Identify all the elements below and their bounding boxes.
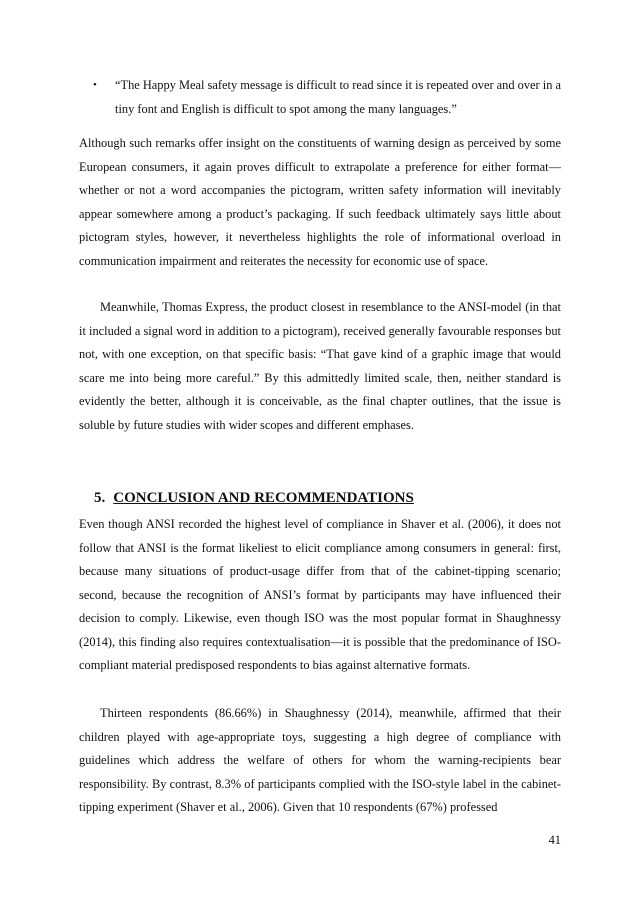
quote-text: “The Happy Meal safety message is difficult to read since it is repeated over and over in a tiny font and English is difficult to spot among the many languages.” bbox=[115, 78, 562, 116]
paragraph-ansi-compliance: Even though ANSI recorded the highest level of compliance in Shaver et al. (2006), it does not follow that ANSI is the format likeliest to elicit compliance among consumers in general: first, because many situations of product-usage differ from that of the cabinet-tipping scenario; second, because the recognition of ANSI’s format by participants may have influenced their decision to comply. Likewise, even though ISO was the most popular format in Shaughnessy (2014), this finding also requires contextualisation—it is possible that the predominance of ISO-compliant material predisposed respondents to bias against alternative formats. bbox=[79, 517, 561, 672]
page-number: 41 bbox=[548, 833, 561, 847]
section-number: 5. bbox=[94, 490, 106, 506]
paragraph-thomas-express: Meanwhile, Thomas Express, the product closest in resemblance to the ANSI-model (in that it included a signal word in addition to a pictogram), received generally favourable responses but not, with one exception, on that specific basis: “That gave kind of a graphic image that would scare me into being more careful.” By this admittedly limited scale, then, neither standard is evidently the better, although it is conceivable, as the final chapter outlines, that the issue is soluble by future studies with wider scopes and different emphases. bbox=[79, 300, 561, 432]
paragraph-remarks: Although such remarks offer insight on the constituents of warning design as perceived by some European consumers, it again proves difficult to extrapolate a preference for either format—whether or not a word accompanies the pictogram, written safety information will inevitably appear somewhere among a product’s packaging. If such feedback ultimately says little about pictogram styles, however, it nevertheless highlights the role of informational overload in communication impairment and reiterates the necessity for economic use of space. bbox=[79, 136, 561, 268]
section-title: CONCLUSION AND RECOMMENDATIONS bbox=[113, 490, 414, 506]
section-heading bbox=[94, 488, 414, 508]
bullet-icon: • bbox=[93, 79, 97, 91]
paragraph-thirteen-respondents: Thirteen respondents (86.66%) in Shaughnessy (2014), meanwhile, affirmed that their children played with age-appropriate toys, suggesting a high degree of compliance with guidelines which address the welfare of others for whom the warning-recipients bear responsibility. By contrast, 8.3% of participants complied with the ISO-style label in the cabinet-tipping experiment (Shaver et al., 2006). Given that 10 respondents (67%) professed bbox=[79, 706, 561, 814]
quote-bullet-item bbox=[93, 74, 561, 121]
